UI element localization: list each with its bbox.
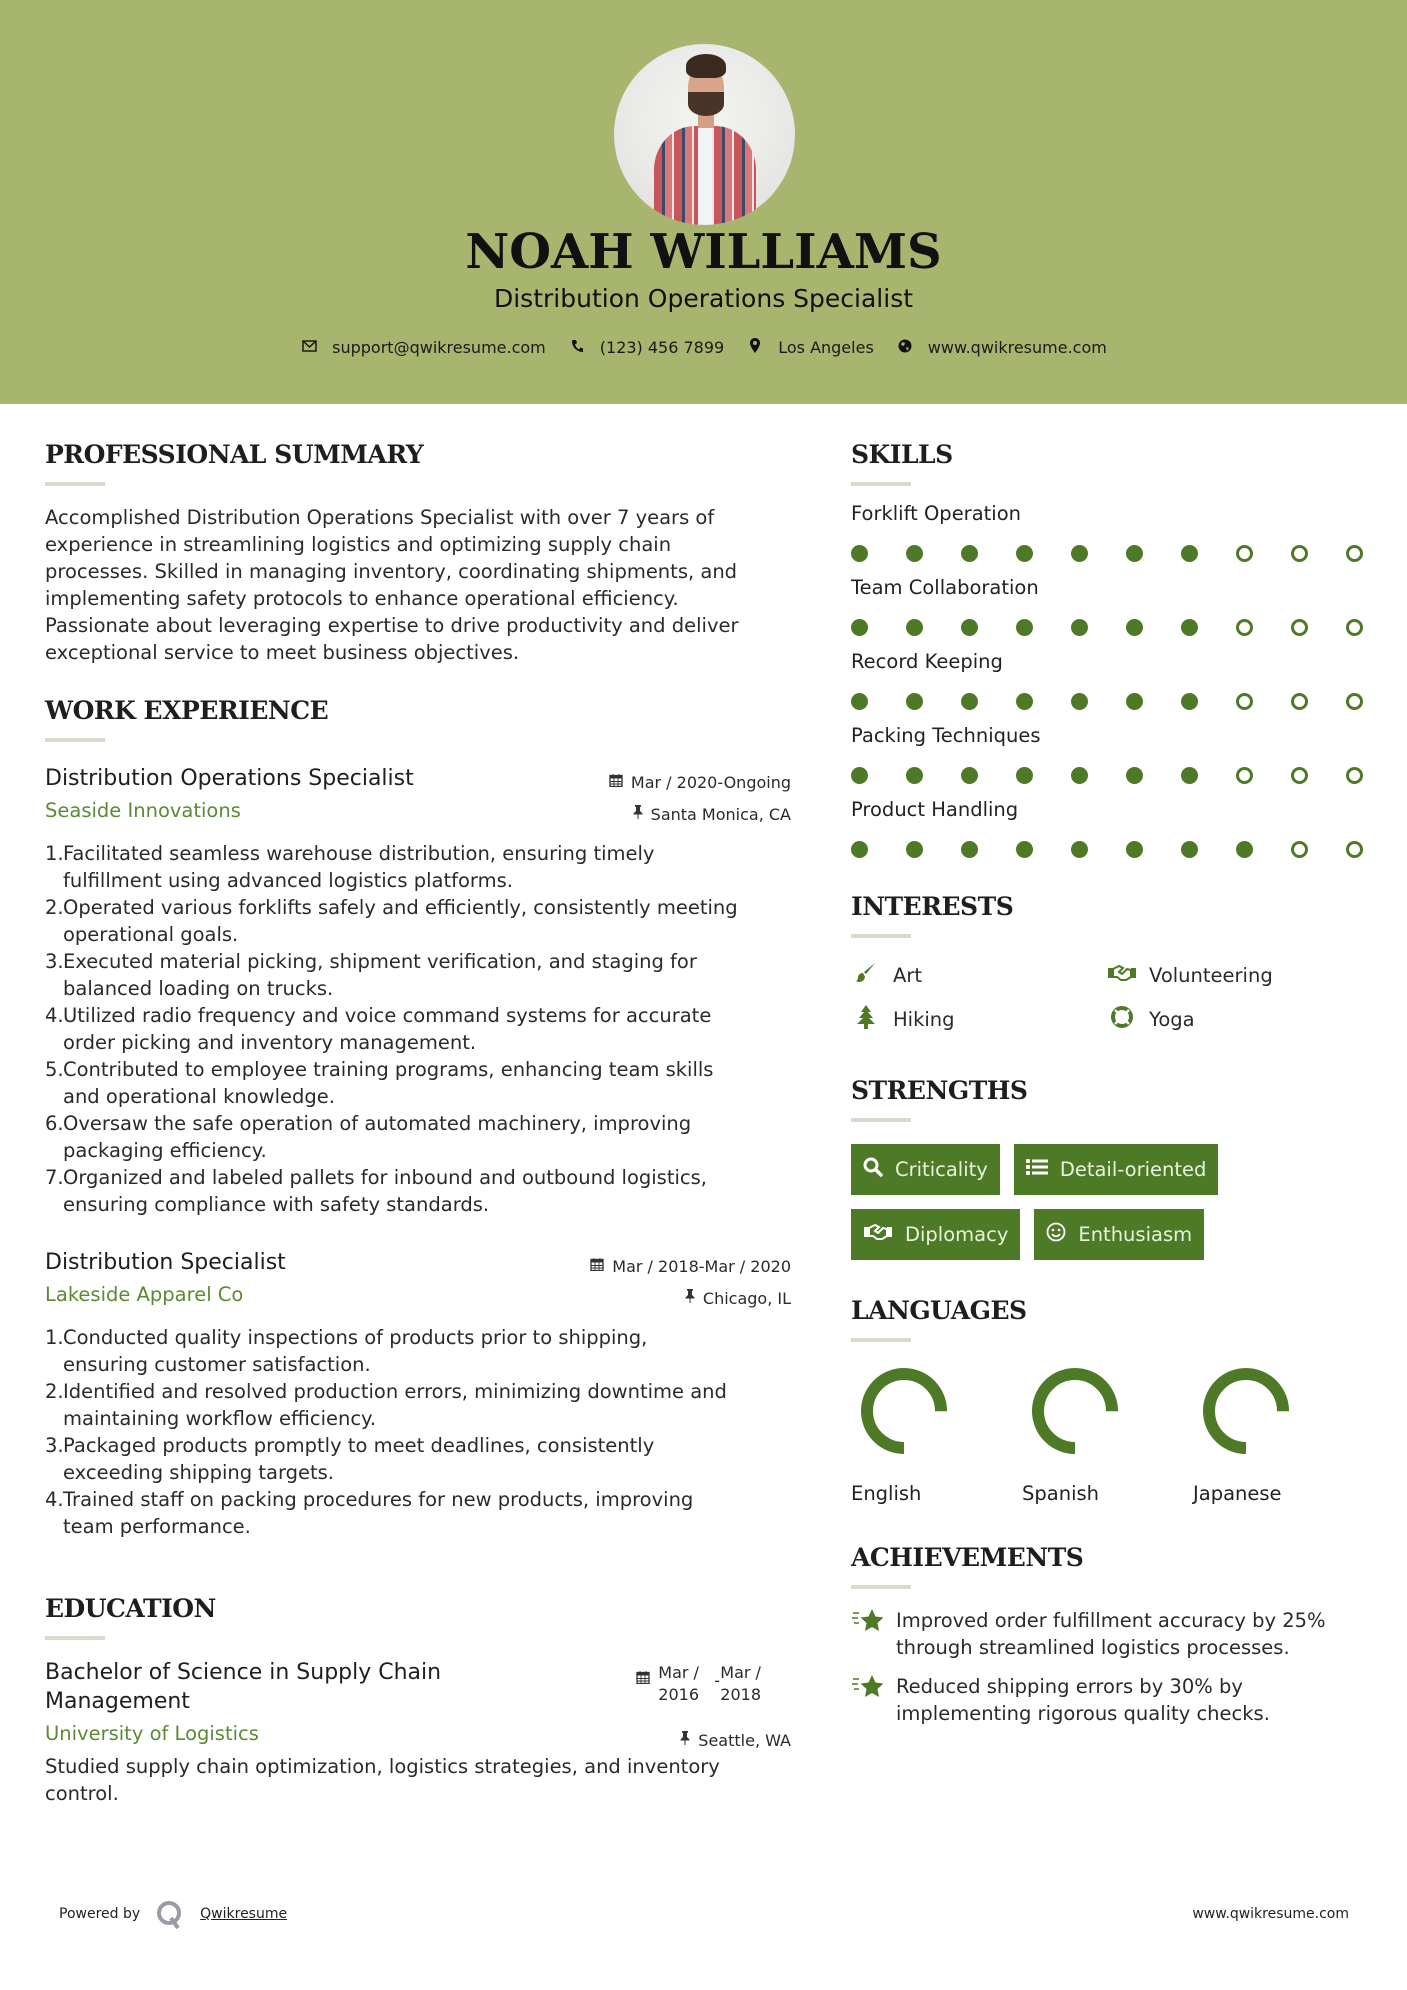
star-icon	[851, 1607, 896, 1661]
rating-dot-filled	[906, 767, 923, 784]
rating-dot-filled	[961, 767, 978, 784]
section-heading: EDUCATION	[45, 1594, 216, 1623]
interest-item-art: Art	[851, 960, 1107, 990]
life-ring-icon	[1107, 1006, 1137, 1033]
bullet-item: 6. Oversaw the safe operation of automated machinery, improving packaging efficiency.	[45, 1112, 692, 1162]
profile-photo	[614, 44, 795, 225]
qwikresume-logo-icon	[156, 1900, 184, 1928]
education-description: Studied supply chain optimization, logistics strategies, and inventory control.	[45, 1755, 720, 1805]
skill-item	[851, 650, 1371, 724]
skill-item	[851, 724, 1371, 798]
interests-section	[851, 892, 1371, 1034]
strength-chip-diplomacy: Diplomacy	[851, 1209, 1020, 1260]
resume-header	[0, 0, 1407, 404]
rating-dot-filled	[961, 693, 978, 710]
education-dates: Mar / 2016 - Mar / 2018	[636, 1662, 761, 1706]
language-item	[1193, 1366, 1364, 1505]
job-date: Mar / 2018-Mar / 2020	[612, 1256, 791, 1276]
left-column	[45, 440, 791, 1807]
language-proficiency-ring	[1030, 1366, 1120, 1456]
rating-dot-filled	[1181, 767, 1198, 784]
degree-title: Bachelor of Science in Supply Chain Management	[45, 1660, 442, 1714]
education-location: Seattle, WA	[680, 1730, 791, 1750]
paintbrush-icon	[851, 962, 881, 989]
job-location: Santa Monica, CA	[650, 804, 791, 824]
rating-dot-filled	[851, 767, 868, 784]
rating-dot-filled	[1071, 693, 1088, 710]
strength-chip-criticality: Criticality	[851, 1144, 1000, 1195]
job-bullets	[45, 1324, 791, 1540]
language-item	[1022, 1366, 1193, 1505]
achievement-item: Improved order fulfillment accuracy by 25% through streamlined logistics processes.	[851, 1607, 1371, 1661]
rating-dot-filled	[1016, 693, 1033, 710]
interest-item-volunteering: Volunteering	[1107, 960, 1363, 990]
section-heading: LANGUAGES	[851, 1296, 1027, 1325]
section-divider	[45, 1636, 105, 1640]
rating-dot-filled	[1181, 619, 1198, 636]
rating-dot-filled	[1181, 693, 1198, 710]
job-meta	[590, 1256, 791, 1308]
rating-dot-filled	[1126, 619, 1143, 636]
rating-dot-filled	[1126, 545, 1143, 562]
section-heading: PROFESSIONAL SUMMARY	[45, 440, 424, 469]
strengths-list	[851, 1144, 1271, 1260]
section-heading: STRENGTHS	[851, 1076, 1028, 1105]
globe-icon	[896, 339, 914, 357]
rating-dot-empty	[1346, 841, 1363, 858]
calendar-icon	[609, 773, 623, 791]
job-title: Distribution Specialist	[45, 1250, 286, 1275]
search-icon	[863, 1157, 883, 1182]
rating-dot-empty	[1236, 693, 1253, 710]
languages-list	[851, 1366, 1371, 1505]
section-divider	[45, 482, 105, 486]
rating-dot-filled	[851, 841, 868, 858]
rating-dot-filled	[851, 693, 868, 710]
contact-email[interactable]	[300, 338, 546, 357]
summary-line: Accomplished Distribution Operations Specialist with over 7 years of	[45, 506, 715, 529]
bullet-item: 7. Organized and labeled pallets for inbound and outbound logistics, ensuring compliance with safety standards.	[45, 1166, 707, 1216]
language-proficiency-ring	[859, 1366, 949, 1456]
job-location: Chicago, IL	[702, 1288, 791, 1308]
bullet-item: 3. Executed material picking, shipment verification, and staging for balanced loading on trucks.	[45, 950, 697, 1000]
rating-dot-empty	[1346, 545, 1363, 562]
skill-name: Packing Techniques	[851, 724, 1041, 747]
interests-list	[851, 960, 1371, 1034]
job-title: Distribution Operations Specialist	[45, 766, 414, 791]
rating-dot-empty	[1291, 693, 1308, 710]
rating-dot-empty	[1236, 619, 1253, 636]
education-section	[45, 1594, 791, 1807]
experience-section	[45, 696, 791, 1540]
section-heading: SKILLS	[851, 440, 953, 469]
rating-dot-filled	[1016, 545, 1033, 562]
skill-name: Forklift Operation	[851, 502, 1022, 525]
phone-icon	[568, 339, 586, 357]
pushpin-icon	[633, 805, 643, 823]
rating-dot-filled	[961, 545, 978, 562]
skill-item	[851, 576, 1371, 650]
strengths-section	[851, 1076, 1371, 1260]
section-heading: WORK EXPERIENCE	[45, 696, 329, 725]
skill-rating	[851, 604, 1371, 650]
summary-line: experience in streamlining logistics and optimizing supply chain	[45, 533, 672, 556]
summary-text	[45, 504, 791, 666]
summary-line: processes. Skilled in managing inventory, coordinating shipments, and	[45, 560, 738, 583]
rating-dot-filled	[961, 619, 978, 636]
skill-item	[851, 798, 1371, 872]
rating-dot-filled	[961, 841, 978, 858]
rating-dot-filled	[851, 619, 868, 636]
rating-dot-empty	[1291, 767, 1308, 784]
bullet-item: 1. Conducted quality inspections of products prior to shipping, ensuring customer satisfaction.	[45, 1326, 648, 1376]
bullet-item: 4. Utilized radio frequency and voice command systems for accurate order picking and inventory management.	[45, 1004, 712, 1054]
bullet-item: 2. Identified and resolved production errors, minimizing downtime and maintaining workflow efficiency.	[45, 1380, 727, 1430]
language-name: Spanish	[1022, 1482, 1100, 1505]
skill-name: Product Handling	[851, 798, 1019, 821]
bullet-item: 2. Operated various forklifts safely and efficiently, consistently meeting operational goals.	[45, 896, 738, 946]
list-icon	[1026, 1158, 1048, 1181]
rating-dot-empty	[1346, 767, 1363, 784]
rating-dot-empty	[1346, 693, 1363, 710]
achievements-section	[851, 1543, 1371, 1727]
calendar-icon	[590, 1257, 604, 1275]
job-entry	[45, 1250, 791, 1540]
rating-dot-filled	[1181, 545, 1198, 562]
bullet-item: 3. Packaged products promptly to meet deadlines, consistently exceeding shipping targets.	[45, 1434, 655, 1484]
summary-line: Passionate about leveraging expertise to drive productivity and deliver	[45, 614, 739, 637]
rating-dot-filled	[1071, 767, 1088, 784]
section-heading: INTERESTS	[851, 892, 1014, 921]
education-entry	[45, 1658, 791, 1807]
contact-location-text: Los Angeles	[778, 338, 874, 357]
achievement-item: Reduced shipping errors by 30% by implementing rigorous quality checks.	[851, 1673, 1371, 1727]
contact-email-text: support@qwikresume.com	[332, 338, 546, 357]
map-pin-icon	[746, 338, 764, 357]
rating-dot-empty	[1291, 545, 1308, 562]
rating-dot-filled	[1071, 841, 1088, 858]
rating-dot-filled	[1016, 841, 1033, 858]
job-company: Lakeside Apparel Co	[45, 1283, 244, 1306]
section-divider	[851, 482, 911, 486]
skill-item	[851, 502, 1371, 576]
rating-dot-filled	[906, 619, 923, 636]
rating-dot-filled	[1126, 841, 1143, 858]
rating-dot-filled	[906, 841, 923, 858]
section-divider	[851, 934, 911, 938]
contact-phone-text: (123) 456 7899	[599, 338, 725, 357]
job-meta	[609, 772, 791, 824]
language-name: English	[851, 1482, 922, 1505]
bullet-item: 5. Contributed to employee training programs, enhancing team skills and operational knowledge.	[45, 1058, 714, 1108]
interest-item-yoga: Yoga	[1107, 1004, 1363, 1034]
smile-icon	[1046, 1222, 1066, 1247]
job-entry	[45, 766, 791, 1218]
skill-rating	[851, 678, 1371, 724]
skill-rating	[851, 826, 1371, 872]
powered-by-label: Powered by	[59, 1906, 141, 1922]
strength-chip-detail-oriented: Detail-oriented	[1014, 1144, 1219, 1195]
rating-dot-filled	[851, 545, 868, 562]
handshake-icon	[863, 1222, 893, 1247]
star-icon	[851, 1673, 896, 1727]
skill-rating	[851, 530, 1371, 576]
qwikresume-link[interactable]: Qwikresume	[200, 1906, 288, 1922]
calendar-icon	[636, 1662, 650, 1706]
contact-website-text: www.qwikresume.com	[927, 338, 1107, 357]
summary-line: implementing safety protocols to enhance operational efficiency.	[45, 587, 679, 610]
rating-dot-filled	[1016, 767, 1033, 784]
footer-powered-by	[59, 1900, 287, 1928]
skill-rating	[851, 752, 1371, 798]
section-divider	[851, 1585, 911, 1589]
strength-chip-enthusiasm: Enthusiasm	[1034, 1209, 1204, 1260]
contact-phone[interactable]	[568, 338, 724, 357]
language-proficiency-ring	[1201, 1366, 1291, 1456]
interest-item-hiking: Hiking	[851, 1004, 1107, 1034]
section-divider	[851, 1118, 911, 1122]
rating-dot-empty	[1236, 545, 1253, 562]
contact-bar	[0, 338, 1407, 357]
skills-list	[851, 502, 1371, 872]
handshake-icon	[1107, 963, 1137, 988]
bullet-item: 1. Facilitated seamless warehouse distribution, ensuring timely fulfillment using advanced logistics platforms.	[45, 842, 655, 892]
job-date: Mar / 2020-Ongoing	[630, 772, 791, 792]
rating-dot-filled	[906, 545, 923, 562]
language-item	[851, 1366, 1022, 1505]
summary-section	[45, 440, 791, 666]
job-company: Seaside Innovations	[45, 799, 241, 822]
section-divider	[851, 1338, 911, 1342]
skills-section	[851, 440, 1371, 872]
rating-dot-empty	[1236, 767, 1253, 784]
envelope-icon	[300, 340, 318, 356]
tree-icon	[851, 1005, 881, 1034]
languages-section	[851, 1296, 1371, 1505]
footer-website[interactable]: www.qwikresume.com	[1192, 1906, 1349, 1922]
summary-line: exceptional service to meet business objectives.	[45, 641, 520, 664]
rating-dot-filled	[1181, 841, 1198, 858]
rating-dot-empty	[1346, 619, 1363, 636]
candidate-name: NOAH WILLIAMS	[465, 224, 942, 280]
rating-dot-filled	[1071, 545, 1088, 562]
right-column	[851, 440, 1371, 1727]
rating-dot-filled	[906, 693, 923, 710]
pushpin-icon	[680, 1731, 690, 1749]
rating-dot-filled	[1236, 841, 1253, 858]
rating-dot-empty	[1291, 619, 1308, 636]
school-name: University of Logistics	[45, 1722, 259, 1745]
section-heading: ACHIEVEMENTS	[851, 1543, 1084, 1572]
rating-dot-empty	[1291, 841, 1308, 858]
candidate-title: Distribution Operations Specialist	[493, 284, 914, 313]
rating-dot-filled	[1126, 693, 1143, 710]
skill-name: Record Keeping	[851, 650, 1003, 673]
rating-dot-filled	[1126, 767, 1143, 784]
rating-dot-filled	[1071, 619, 1088, 636]
rating-dot-filled	[1016, 619, 1033, 636]
language-name: Japanese	[1193, 1482, 1282, 1505]
contact-website[interactable]	[896, 338, 1107, 357]
section-divider	[45, 738, 105, 742]
skill-name: Team Collaboration	[851, 576, 1039, 599]
bullet-item: 4. Trained staff on packing procedures for new products, improving team performance.	[45, 1488, 694, 1538]
job-bullets	[45, 840, 791, 1218]
pushpin-icon	[685, 1289, 695, 1307]
contact-location	[746, 338, 874, 357]
